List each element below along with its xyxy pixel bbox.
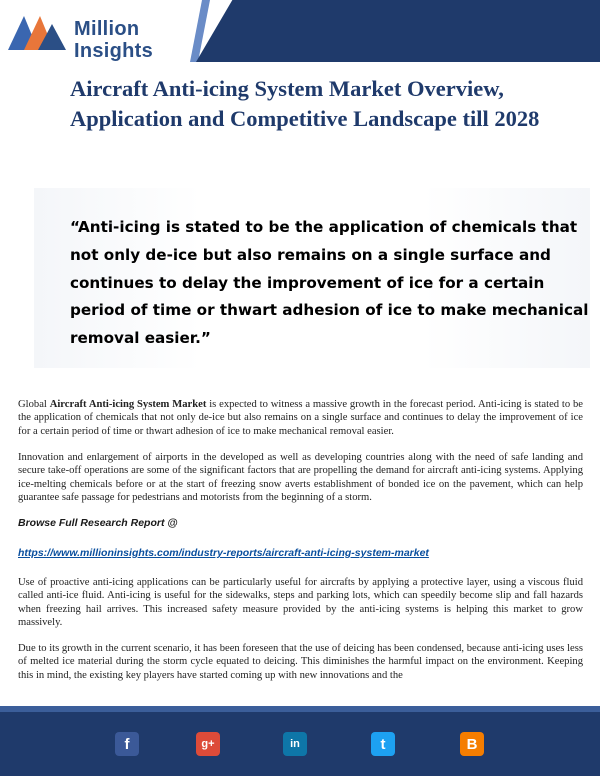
paragraph-1-prefix: Global [18,399,50,410]
page-title: Aircraft Anti-icing System Market Overview, Application and Competitive Landscape till 2028 [70,76,540,131]
google-plus-icon[interactable]: g+ [196,732,220,756]
blogger-icon[interactable]: B [460,732,484,756]
twitter-icon[interactable]: t [371,732,395,756]
quote-box [34,188,590,368]
footer-accent [0,706,600,712]
logo-line-2: Insights [74,40,154,62]
logo-line-1: Million [74,18,140,40]
paragraph-1-suffix: is expected to witness a massive growth in the forecast period. Anti-icing is stated to be the application of chemicals that not only de-ice but also remains on a single surface and continues to delay the improvement of ice for a certain period of time or thwart adhesion of ice to make mechanical removal easier. [18,399,584,437]
header [0,0,600,64]
header-band [196,0,600,62]
million-insights-logo[interactable] [8,10,168,62]
report-link[interactable]: https://www.millioninsights.com/industry-reports/aircraft-anti-icing-system-market [18,547,429,559]
linkedin-icon[interactable]: in [283,732,307,756]
paragraph-4: Due to its growth in the current scenario, it has been foreseen that the use of deicing has been condensed, because anti-icing uses less of melted ice material during the storm cycle equated to deicing. This diminishes the harmful impact on the environment. Keeping this in mind, the existing key players have started coming up with new innovations and the [18,643,583,681]
facebook-icon[interactable]: f [115,732,139,756]
quote-text: “Anti-icing is stated to be the application of chemicals that not only de-ice but also remains on a single surface and continues to delay the improvement of ice for a certain period of time or thwart adhesion of ice to make mechanical removal easier.” [70,218,589,348]
paragraph-2: Innovation and enlargement of airports in the developed as well as developing countries along with the need of safe landing and secure take-off operations are some of the significant factors that are propelling the demand for aircraft anti-icing systems. Applying ice-melting chemicals before or at the start of freezing snow averts establishment of bonded ice on the pavement, which can help guarantee safe passage for pedestrians and motorists from the beginning of a storm. [18,452,583,504]
market-name: Aircraft Anti-icing System Market [49,399,207,410]
logo-wordmark [74,18,153,62]
footer [0,706,600,776]
paragraph-3: Use of proactive anti-icing applications can be particularly useful for aircrafts by applying a protective layer, using a viscous fluid called anti-ice fluid. Anti-icing is useful for the sidewalks, steps and parking lots, which can speedily become slip and fall hazards when freezing hail arrives. This increased safety measure provided by the anti-icing systems is helping this market to grow massively. [18,577,583,629]
logo-mark-icon [8,10,68,54]
browse-label: Browse Full Research Report @ [18,517,178,529]
paragraph-1 [18,398,583,438]
